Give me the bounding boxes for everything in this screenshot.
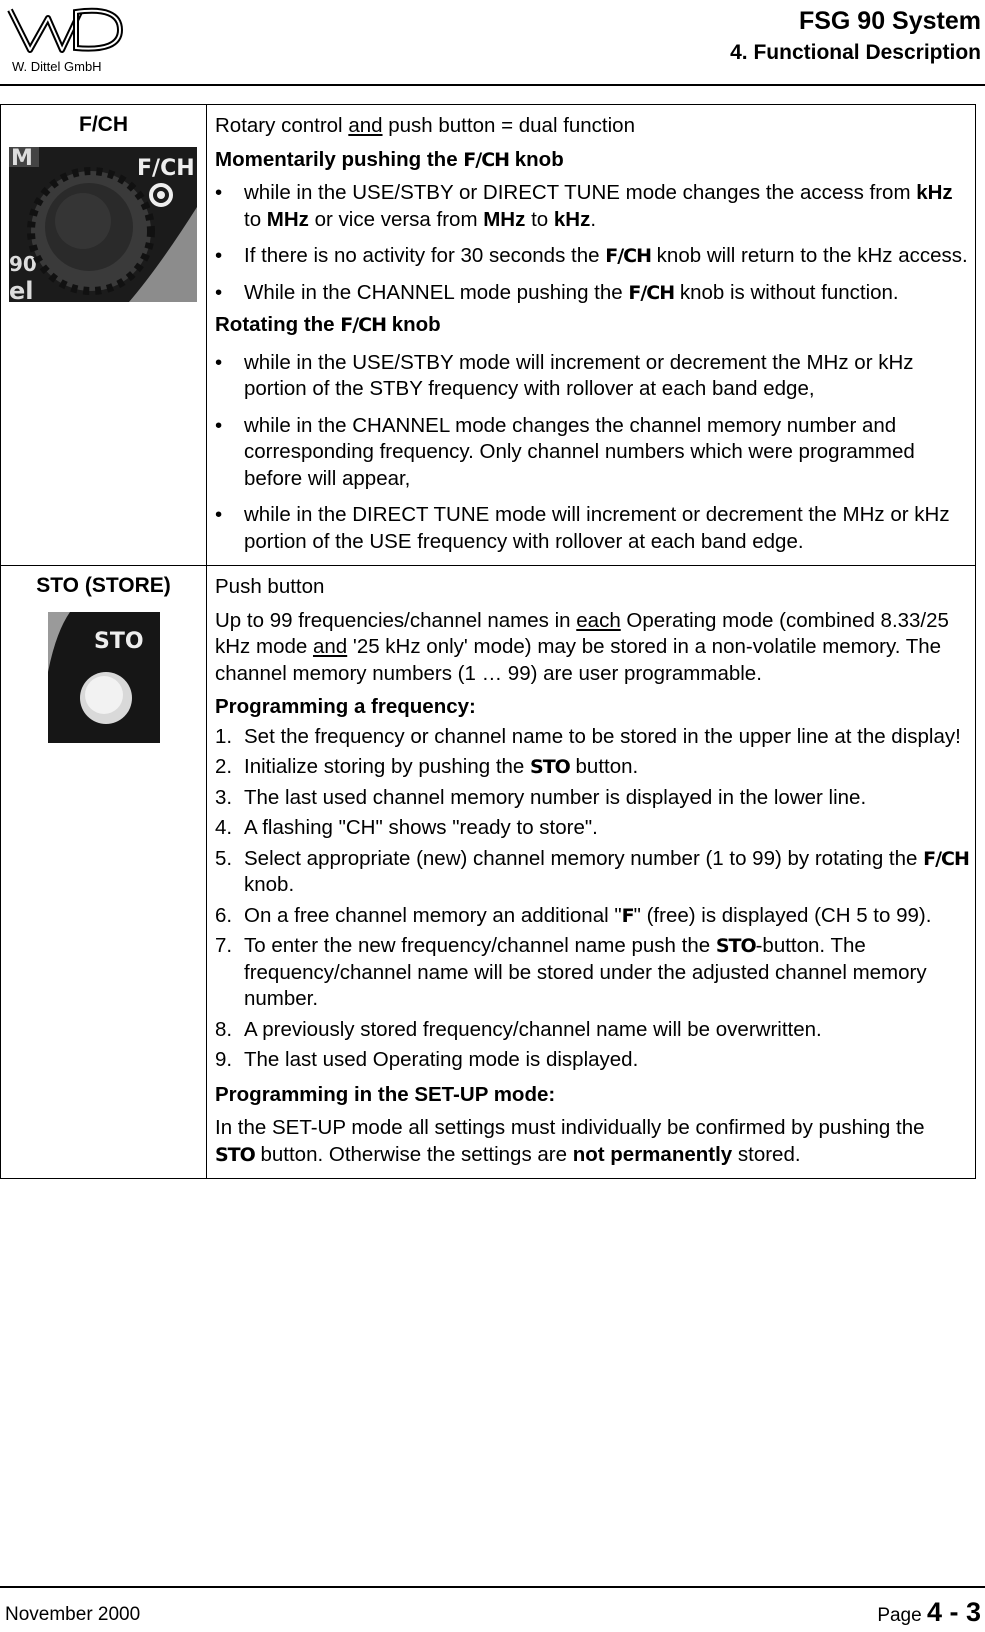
heading-text-end: knob <box>509 147 564 171</box>
step-text: To enter the new frequency/channel name push the <box>244 934 716 957</box>
sto-label: STO (STORE) <box>36 574 171 597</box>
step-text: The last used Operating mode is displayed. <box>244 1048 639 1071</box>
key-label: F/CH <box>923 847 969 870</box>
desc-text: Operating mode (combined 8.33/25 kHz mode <box>215 608 949 658</box>
item-text: to <box>244 207 267 231</box>
company-logo <box>6 2 130 76</box>
controls-table <box>0 104 976 1179</box>
step-text: Initialize storing by pushing the <box>244 755 531 778</box>
heading-text: Momentarily pushing the <box>215 147 464 171</box>
desc-text: '25 kHz only' mode) may be stored in a non-volatile memory. The channel memory numbers (1 … 99) are user programmable. <box>215 635 942 685</box>
list-item: • while in the DIRECT TUNE mode will increment or decrement the MHz or kHz portion of the USE frequency with rollover at each band edge. <box>215 502 969 555</box>
sto-label-cell <box>1 566 207 1179</box>
step-item <box>215 815 969 842</box>
fch-rotate-list <box>215 350 969 556</box>
key-label: STO <box>530 756 570 778</box>
sto-description <box>215 608 969 688</box>
list-item: • while in the USE/STBY mode will increment or decrement the MHz or kHz portion of the STBY frequency with rollover at each band edge, <box>215 350 969 403</box>
step-number: 7. <box>215 934 233 957</box>
step-item <box>215 785 969 812</box>
desc-underlined: and <box>312 635 348 658</box>
step-number: 6. <box>215 903 233 927</box>
sto-button-image <box>48 612 160 743</box>
key-label: F/CH <box>463 148 510 171</box>
sto-setup-text <box>215 1115 969 1168</box>
step-item <box>215 933 969 1013</box>
fch-knob-image <box>9 147 197 302</box>
fch-push-heading <box>215 147 969 174</box>
item-text: knob is without function. <box>674 280 899 304</box>
step-text: " (free) is displayed (CH 5 to 99). <box>633 903 932 927</box>
step-number: 4. <box>215 816 233 839</box>
step-number: 5. <box>215 846 233 870</box>
list-item <box>215 280 969 307</box>
step-text: knob. <box>244 873 295 896</box>
step-item <box>215 903 969 930</box>
sto-push-button: Push button <box>215 575 325 598</box>
item-text: If there is no activity for 30 seconds the <box>244 244 606 267</box>
key-label: F <box>621 904 634 927</box>
sto-steps-list <box>215 724 969 1074</box>
step-text: On a free channel memory an additional " <box>244 903 622 927</box>
step-text: button. <box>569 755 639 778</box>
fch-row <box>1 105 976 566</box>
key-label: F/CH <box>605 245 651 267</box>
unit-bold: MHz <box>266 207 309 231</box>
section-title: 4. Functional Description <box>730 41 981 64</box>
fch-push-list <box>215 180 969 306</box>
step-text: A flashing "CH" shows "ready to store". <box>244 816 598 839</box>
item-text: While in the CHANNEL mode pushing the <box>244 280 629 304</box>
setup-bold: not permanently <box>572 1142 733 1166</box>
fch-intro-underlined: and <box>348 114 383 137</box>
unit-bold: kHz <box>916 181 953 204</box>
svg-text:90: 90 <box>9 252 37 276</box>
step-text: A previously stored frequency/channel name will be overwritten. <box>244 1017 822 1041</box>
step-text: Set the frequency or channel name to be stored in the upper line at the display! <box>244 724 961 748</box>
sto-programming-heading: Programming a frequency: <box>215 695 476 718</box>
step-number: 1. <box>215 724 233 748</box>
setup-text: In the SET-UP mode all settings must individually be confirmed by pushing the <box>215 1116 925 1139</box>
heading-text-end: knob <box>386 313 441 336</box>
page-label: Page <box>877 1605 927 1626</box>
step-item <box>215 846 969 899</box>
item-text: . <box>590 207 597 231</box>
unit-bold: kHz <box>553 207 591 231</box>
fch-label: F/CH <box>79 113 128 136</box>
step-item <box>215 754 969 781</box>
sto-setup-heading: Programming in the SET-UP mode: <box>215 1082 556 1106</box>
sto-row <box>1 566 976 1179</box>
fch-label-cell <box>1 105 207 566</box>
step-number: 2. <box>215 755 233 778</box>
item-text: knob will return to the kHz access. <box>650 244 968 267</box>
key-label: F/CH <box>628 281 675 304</box>
unit-bold: MHz <box>483 207 526 231</box>
setup-text: button. Otherwise the settings are <box>254 1142 573 1166</box>
setup-text: stored. <box>732 1142 801 1166</box>
company-name: W. Dittel GmbH <box>12 59 102 74</box>
key-label: STO <box>215 1143 255 1166</box>
sto-description-cell <box>207 566 976 1179</box>
footer-rule <box>0 1586 985 1588</box>
desc-text: Up to 99 frequencies/channel names in <box>215 608 577 632</box>
document-title: FSG 90 System <box>798 7 981 35</box>
footer-page <box>877 1597 981 1628</box>
svg-text:el: el <box>9 277 34 302</box>
svg-text:M: M <box>11 147 33 171</box>
list-item <box>215 180 969 233</box>
list-item <box>215 243 969 270</box>
sto-image-caption: STO <box>93 629 144 654</box>
key-label: F/CH <box>340 314 387 336</box>
footer-date: November 2000 <box>5 1604 141 1625</box>
step-number: 3. <box>215 785 233 809</box>
step-number: 8. <box>215 1017 233 1041</box>
page-number: 4 - 3 <box>926 1597 981 1627</box>
fch-image-caption: F/CH <box>137 156 195 181</box>
item-text: to <box>525 207 554 231</box>
key-label: STO <box>715 935 756 957</box>
logo-mark <box>6 2 130 60</box>
item-text: while in the USE/STBY or DIRECT TUNE mode changes the access from <box>244 181 917 204</box>
step-text: -button. The frequency/channel name will be stored under the adjusted channel memory number. <box>244 934 927 1010</box>
desc-underlined: each <box>576 608 621 632</box>
step-text: The last used channel memory number is displayed in the lower line. <box>244 785 867 809</box>
step-item <box>215 1047 969 1074</box>
step-item <box>215 1017 969 1044</box>
step-item <box>215 724 969 751</box>
header-rule <box>0 84 985 86</box>
step-text: Select appropriate (new) channel memory number (1 to 99) by rotating the <box>244 846 924 870</box>
fch-intro <box>215 113 969 140</box>
fch-description-cell <box>207 105 976 566</box>
fch-rotate-heading <box>215 312 969 339</box>
step-number: 9. <box>215 1048 233 1071</box>
list-item: • while in the CHANNEL mode changes the channel memory number and corresponding frequency. Only channel numbers which were programmed before will appear, <box>215 413 969 493</box>
fch-intro-text-end: push button = dual function <box>382 114 635 137</box>
fch-intro-text: Rotary control <box>215 114 349 137</box>
heading-text: Rotating the <box>215 313 341 336</box>
item-text: or vice versa from <box>308 207 484 231</box>
